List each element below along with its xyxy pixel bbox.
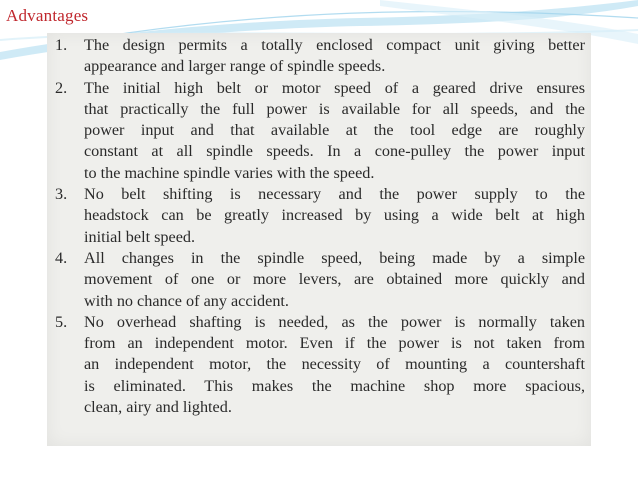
scanned-page-image bbox=[47, 33, 591, 446]
item-number: 5. bbox=[55, 312, 68, 331]
item-text-line: appearance and larger range of spindle speeds. bbox=[84, 57, 386, 76]
slide-title: Advantages bbox=[6, 6, 89, 25]
item-text-line: clean, airy and lighted. bbox=[84, 398, 232, 417]
item-text-line: The initial high belt or motor speed of a geared drive ensures bbox=[84, 78, 585, 97]
item-text-line: The design permits a totally enclosed compact unit giving better bbox=[84, 36, 585, 54]
item-text-line: No overhead shafting is needed, as the power is normally taken bbox=[84, 312, 585, 331]
list-item bbox=[55, 248, 585, 312]
item-text-line: is eliminated. This makes the machine shop more spacious, bbox=[84, 376, 585, 395]
item-text-line: initial belt speed. bbox=[84, 227, 196, 246]
item-text-line: All changes in the spindle speed, being made by a simple bbox=[84, 248, 585, 267]
item-text-line: with no chance of any accident. bbox=[84, 291, 289, 310]
item-text-line: movement of one or more levers, are obtained more quickly and bbox=[84, 270, 585, 289]
item-number: 4. bbox=[55, 248, 68, 267]
item-number: 3. bbox=[55, 185, 68, 204]
list-item bbox=[55, 78, 585, 184]
list-item bbox=[55, 184, 585, 248]
item-text-line: to the machine spindle varies with the speed. bbox=[84, 163, 375, 182]
item-text-line: No belt shifting is necessary and the power supply to the bbox=[84, 185, 585, 204]
item-text-line: an independent motor, the necessity of mounting a countershaft bbox=[84, 355, 585, 374]
item-text-line: from an independent motor. Even if the power is not taken from bbox=[84, 334, 585, 353]
item-text-line: constant at all spindle speeds. In a cone-pulley the power input bbox=[84, 142, 585, 161]
item-text-line: headstock can be greatly increased by using a wide belt at high bbox=[84, 206, 585, 225]
item-text-line: that practically the full power is available for all speeds, and the bbox=[84, 99, 585, 118]
list-item bbox=[55, 312, 585, 418]
item-number: 2. bbox=[55, 78, 68, 97]
item-text-line: power input and that available at the tool edge are roughly bbox=[84, 121, 585, 140]
advantages-list bbox=[55, 35, 585, 418]
item-number: 1. bbox=[55, 36, 68, 54]
list-item bbox=[55, 35, 585, 78]
